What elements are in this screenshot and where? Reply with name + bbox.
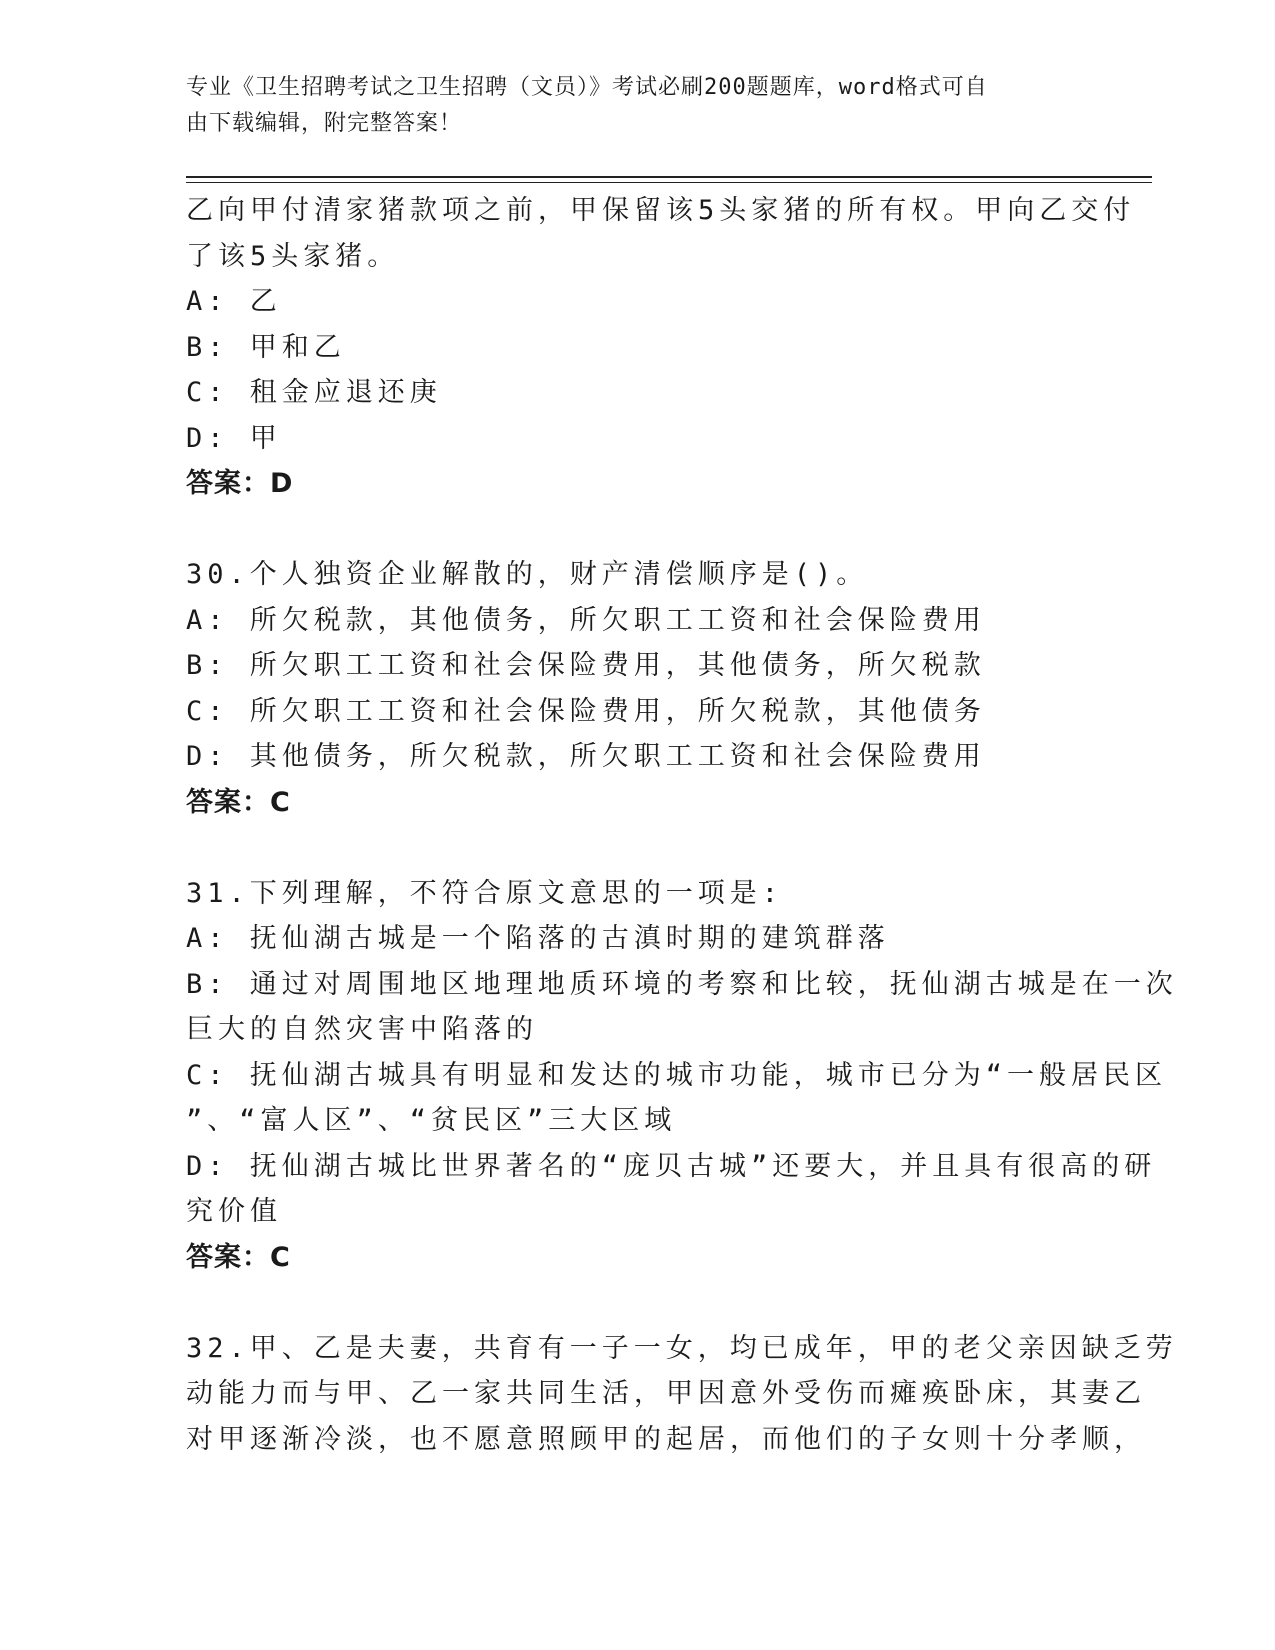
document-body — [186, 188, 1178, 1462]
question-stem: 31.下列理解，不符合原文意思的一项是: — [186, 877, 784, 909]
header-line-1: 专业《卫生招聘考试之卫生招聘（文员）》考试必刷200题题库，word格式可自 — [186, 75, 988, 100]
question-31 — [186, 871, 1178, 1281]
answer: 答案：C — [186, 1241, 291, 1273]
question-29 — [186, 188, 1136, 507]
spacer — [186, 825, 1086, 871]
option-b: B: 所欠职工工资和社会保险费用，其他债务，所欠税款 — [186, 650, 986, 681]
document-header — [186, 70, 1066, 142]
header-rule-top — [186, 176, 1152, 178]
header-rule-bottom — [186, 182, 1152, 183]
option-b: B: 通过对周围地区地理地质环境的考察和比较，抚仙湖古城是在一次 — [186, 968, 1178, 1000]
option-c: C: 所欠职工工资和社会保险费用，所欠税款，其他债务 — [186, 695, 986, 727]
answer: 答案：C — [186, 786, 291, 818]
option-d-cont: 究价值 — [186, 1196, 282, 1227]
question-stem-line: 32.甲、乙是夫妻，共育有一子一女，均已成年，甲的老父亲因缺乏劳 — [186, 1332, 1178, 1364]
question-stem-line: 动能力而与甲、乙一家共同生活，甲因意外受伤而瘫痪卧床，其妻乙 — [186, 1378, 1146, 1409]
option-b-cont: 巨大的自然灾害中陷落的 — [186, 1014, 538, 1045]
option-b: B: 甲和乙 — [186, 331, 346, 363]
option-a: A: 乙 — [186, 286, 282, 317]
question-stem-line: 了该5头家猪。 — [186, 240, 400, 272]
option-a: A: 所欠税款，其他债务，所欠职工工资和社会保险费用 — [186, 604, 986, 636]
option-c-cont: ”、“富人区”、“贫民区”三大区域 — [186, 1105, 677, 1136]
header-line-2: 由下载编辑，附完整答案！ — [186, 111, 463, 136]
question-stem-line: 乙向甲付清家猪款项之前，甲保留该5头家猪的所有权。甲向乙交付 — [186, 195, 1136, 226]
spacer — [186, 507, 1086, 553]
option-d: D: 其他债务，所欠税款，所欠职工工资和社会保险费用 — [186, 741, 986, 772]
answer: 答案：D — [186, 468, 294, 499]
question-stem: 30.个人独资企业解散的，财产清偿顺序是()。 — [186, 559, 869, 590]
question-30 — [186, 552, 1086, 825]
option-c: C: 抚仙湖古城具有明显和发达的城市功能，城市已分为“一般居民区 — [186, 1059, 1168, 1091]
question-stem-line: 对甲逐渐冷淡，也不愿意照顾甲的起居，而他们的子女则十分孝顺， — [186, 1423, 1146, 1455]
option-a: A: 抚仙湖古城是一个陷落的古滇时期的建筑群落 — [186, 923, 890, 954]
spacer — [186, 1280, 1086, 1326]
option-c: C: 租金应退还庚 — [186, 377, 442, 408]
question-32 — [186, 1326, 1178, 1463]
option-d: D: 甲 — [186, 422, 282, 454]
option-d: D: 抚仙湖古城比世界著名的“庞贝古城”还要大，并且具有很高的研 — [186, 1150, 1157, 1182]
